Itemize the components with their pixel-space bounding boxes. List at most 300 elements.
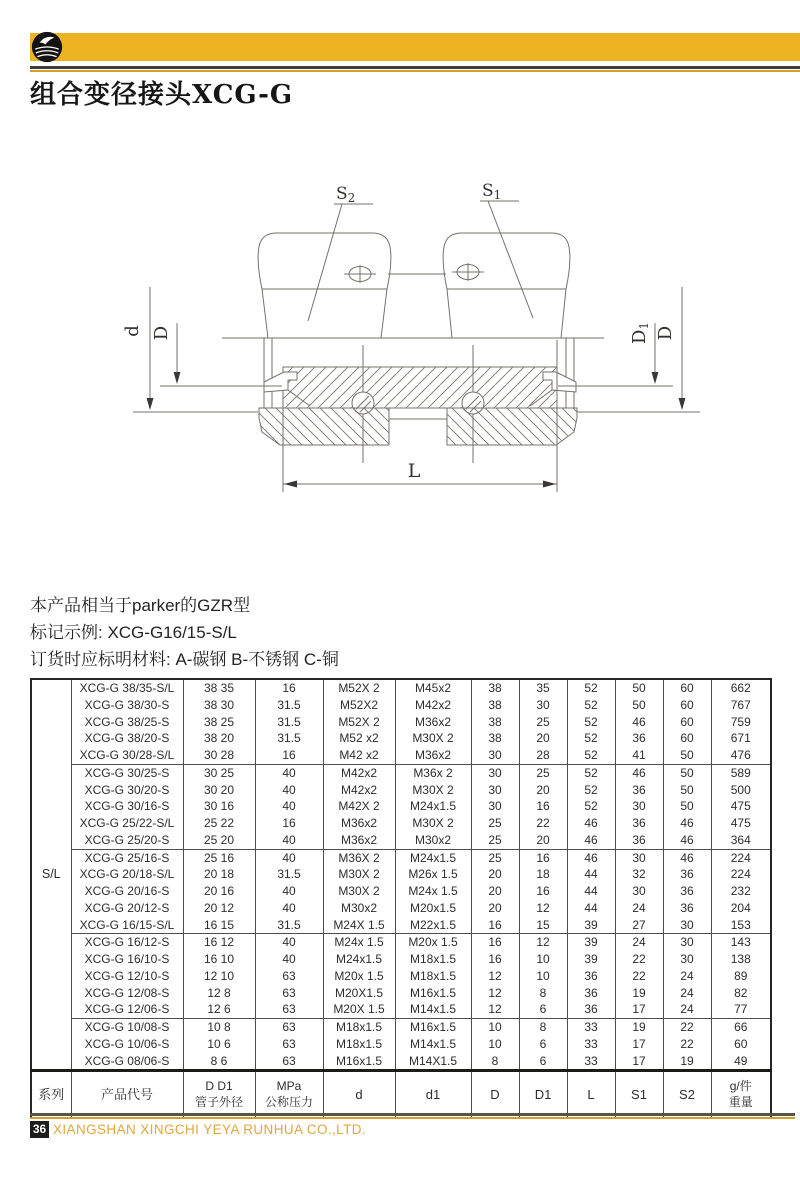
table-cell: 40 — [255, 849, 323, 866]
table-cell: M18x1.5 — [395, 968, 471, 985]
table-cell: 20 — [471, 883, 519, 900]
table-row — [31, 934, 771, 951]
table-cell: 16 — [519, 883, 567, 900]
table-cell: M16x1.5 — [395, 985, 471, 1002]
table-cell: 52 — [567, 747, 615, 764]
header-product-code: 产品代号 — [71, 1071, 183, 1119]
series-cell: S/L — [31, 679, 71, 1071]
table-cell: XCG-G 38/35-S/L — [71, 679, 183, 697]
table-cell: 759 — [711, 714, 771, 731]
table-cell: M20x 1.5 — [395, 934, 471, 951]
table-cell: 30 — [471, 747, 519, 764]
table-cell: XCG-G 38/25-S — [71, 714, 183, 731]
table-cell: M18x1.5 — [395, 951, 471, 968]
table-cell: 10 — [471, 1036, 519, 1053]
table-cell: 10 8 — [183, 1019, 255, 1036]
table-row — [31, 1036, 771, 1053]
table-cell: M52X 2 — [323, 714, 395, 731]
table-cell: 16 — [255, 679, 323, 697]
table-cell: M36x 2 — [395, 764, 471, 781]
table-cell: 153 — [711, 917, 771, 934]
table-cell: 66 — [711, 1019, 771, 1036]
technical-drawing — [95, 162, 710, 507]
table-cell: 16 — [255, 815, 323, 832]
table-row — [31, 866, 771, 883]
table-cell: 17 — [615, 1036, 663, 1053]
table-cell: 28 — [519, 747, 567, 764]
table-cell: 50 — [663, 782, 711, 799]
company-logo-icon — [31, 31, 63, 63]
header-rule-dark — [30, 66, 800, 69]
table-cell: 30 — [615, 798, 663, 815]
table-cell: 63 — [255, 1036, 323, 1053]
footer-rule-gold — [30, 1117, 795, 1119]
table-row — [31, 883, 771, 900]
table-cell: M30X 2 — [395, 815, 471, 832]
table-row — [31, 679, 771, 697]
table-cell: XCG-G 16/12-S — [71, 934, 183, 951]
table-cell: 8 — [471, 1053, 519, 1071]
table-cell: 17 — [615, 1053, 663, 1071]
table-cell: 38 25 — [183, 714, 255, 731]
table-cell: 35 — [519, 679, 567, 697]
table-cell: 22 — [615, 968, 663, 985]
table-cell: 25 — [471, 832, 519, 849]
table-cell: XCG-G 25/22-S/L — [71, 815, 183, 832]
table-cell: 16 — [471, 917, 519, 934]
table-row — [31, 968, 771, 985]
table-cell: 500 — [711, 782, 771, 799]
header-D: D — [471, 1071, 519, 1119]
table-cell: M26x 1.5 — [395, 866, 471, 883]
label-L: L — [407, 460, 421, 482]
table-cell: 30 — [663, 951, 711, 968]
table-cell: 16 — [471, 951, 519, 968]
table-cell: 50 — [663, 798, 711, 815]
table-cell: 6 — [519, 1053, 567, 1071]
table-cell: 52 — [567, 714, 615, 731]
table-cell: 44 — [567, 866, 615, 883]
table-cell: 475 — [711, 815, 771, 832]
table-cell: 16 15 — [183, 917, 255, 934]
table-row — [31, 764, 771, 781]
table-cell: 6 — [519, 1036, 567, 1053]
table-cell: 10 — [471, 1019, 519, 1036]
table-cell: 12 — [471, 1001, 519, 1018]
table-cell: 25 16 — [183, 849, 255, 866]
table-cell: 60 — [663, 697, 711, 714]
table-cell: XCG-G 30/16-S — [71, 798, 183, 815]
table-cell: 476 — [711, 747, 771, 764]
table-cell: 20 18 — [183, 866, 255, 883]
table-cell: 22 — [615, 951, 663, 968]
table-row — [31, 730, 771, 747]
table-cell: 46 — [663, 849, 711, 866]
table-cell: 89 — [711, 968, 771, 985]
table-cell: 40 — [255, 782, 323, 799]
table-cell: 19 — [663, 1053, 711, 1071]
table-cell: 30 20 — [183, 782, 255, 799]
table-cell: 60 — [663, 714, 711, 731]
table-cell: 30 — [615, 849, 663, 866]
header-accent-bar — [30, 33, 800, 61]
table-cell: 36 — [663, 866, 711, 883]
label-D-left: D — [151, 325, 172, 341]
table-cell: M16x1.5 — [395, 1019, 471, 1036]
table-cell: 475 — [711, 798, 771, 815]
table-cell: XCG-G 38/30-S — [71, 697, 183, 714]
table-cell: M24x 1.5 — [395, 883, 471, 900]
table-cell: 52 — [567, 679, 615, 697]
table-cell: 143 — [711, 934, 771, 951]
table-cell: M36x2 — [323, 815, 395, 832]
table-cell: 10 — [519, 951, 567, 968]
table-cell: 24 — [663, 1001, 711, 1018]
table-cell: 25 — [519, 764, 567, 781]
table-cell: 30 — [471, 798, 519, 815]
table-cell: 12 — [519, 900, 567, 917]
header-rule-gold — [30, 70, 800, 72]
table-cell: 46 — [663, 815, 711, 832]
table-cell: 204 — [711, 900, 771, 917]
header-d1: d1 — [395, 1071, 471, 1119]
table-cell: XCG-G 20/18-S/L — [71, 866, 183, 883]
table-cell: 33 — [567, 1053, 615, 1071]
table-cell: 63 — [255, 1053, 323, 1071]
table-cell: 20 — [519, 832, 567, 849]
table-cell: 20 — [471, 866, 519, 883]
table-cell: XCG-G 08/06-S — [71, 1053, 183, 1071]
table-row — [31, 697, 771, 714]
table-cell: 767 — [711, 697, 771, 714]
table-cell: 20 — [471, 900, 519, 917]
table-cell: 38 — [471, 730, 519, 747]
table-cell: 20 12 — [183, 900, 255, 917]
table-cell: 12 10 — [183, 968, 255, 985]
table-cell: 46 — [615, 764, 663, 781]
table-cell: 38 — [471, 714, 519, 731]
table-cell: 12 — [471, 968, 519, 985]
table-row — [31, 714, 771, 731]
table-cell: 36 — [615, 730, 663, 747]
page-title: 组合变径接头XCG-G — [30, 80, 294, 110]
table-cell: XCG-G 20/16-S — [71, 883, 183, 900]
table-cell: 25 22 — [183, 815, 255, 832]
table-cell: 10 6 — [183, 1036, 255, 1053]
company-name: XIANGSHAN XINGCHI YEYA RUNHUA CO.,LTD. — [53, 1122, 367, 1137]
table-cell: 36 — [663, 900, 711, 917]
table-cell: 30 25 — [183, 764, 255, 781]
table-cell: 12 8 — [183, 985, 255, 1002]
table-cell: 24 — [615, 900, 663, 917]
table-cell: 50 — [615, 697, 663, 714]
table-cell: 63 — [255, 968, 323, 985]
header-weight: g/件 重量 — [711, 1071, 771, 1119]
table-cell: 18 — [519, 866, 567, 883]
table-cell: 671 — [711, 730, 771, 747]
table-cell: M52X2 — [323, 697, 395, 714]
table-cell: 16 — [471, 934, 519, 951]
table-cell: 30 16 — [183, 798, 255, 815]
table-cell: 77 — [711, 1001, 771, 1018]
table-cell: 50 — [615, 679, 663, 697]
header-S2: S2 — [663, 1071, 711, 1119]
table-cell: 40 — [255, 764, 323, 781]
table-cell: 46 — [567, 849, 615, 866]
table-cell: M18x1.5 — [323, 1036, 395, 1053]
table-cell: 25 20 — [183, 832, 255, 849]
table-cell: 63 — [255, 1001, 323, 1018]
table-cell: M30x2 — [323, 900, 395, 917]
table-cell: 25 — [471, 815, 519, 832]
table-cell: M30x2 — [395, 832, 471, 849]
table-cell: XCG-G 25/16-S — [71, 849, 183, 866]
table-cell: 24 — [663, 985, 711, 1002]
note-line-3: 订货时应标明材料: A-碳钢 B-不锈钢 C-铜 — [30, 650, 339, 669]
label-D-right: D — [655, 325, 676, 341]
table-cell: XCG-G 30/20-S — [71, 782, 183, 799]
table-cell: M36x2 — [395, 714, 471, 731]
table-cell: 44 — [567, 900, 615, 917]
table-cell: 24 — [663, 968, 711, 985]
table-cell: M42x2 — [323, 764, 395, 781]
table-cell: 52 — [567, 798, 615, 815]
table-row — [31, 1019, 771, 1036]
header-pressure: MPa 公称压力 — [255, 1071, 323, 1119]
table-cell: 12 — [519, 934, 567, 951]
table-cell: 30 28 — [183, 747, 255, 764]
table-cell: 49 — [711, 1053, 771, 1071]
footer-rule-dark — [30, 1113, 795, 1116]
table-cell: 40 — [255, 951, 323, 968]
table-cell: 60 — [711, 1036, 771, 1053]
table-cell: XCG-G 16/15-S/L — [71, 917, 183, 934]
table-cell: 22 — [663, 1036, 711, 1053]
table-cell: XCG-G 30/25-S — [71, 764, 183, 781]
table-cell: 589 — [711, 764, 771, 781]
table-cell: 46 — [567, 815, 615, 832]
table-cell: 22 — [519, 815, 567, 832]
table-cell: 39 — [567, 934, 615, 951]
table-cell: 46 — [567, 832, 615, 849]
table-row — [31, 917, 771, 934]
table-row — [31, 782, 771, 799]
table-cell: 20 16 — [183, 883, 255, 900]
table-cell: 31.5 — [255, 730, 323, 747]
table-cell: M30X 2 — [395, 782, 471, 799]
table-cell: M14X1.5 — [395, 1053, 471, 1071]
table-cell: M52X 2 — [323, 679, 395, 697]
table-cell: 38 — [471, 697, 519, 714]
table-cell: 30 — [519, 697, 567, 714]
table-cell: M24x1.5 — [323, 951, 395, 968]
table-cell: 52 — [567, 782, 615, 799]
page-number: 36 — [30, 1121, 49, 1138]
table-cell: 40 — [255, 883, 323, 900]
table-cell: 16 — [519, 798, 567, 815]
table-cell: 30 — [471, 764, 519, 781]
table-cell: 16 10 — [183, 951, 255, 968]
table-cell: 8 6 — [183, 1053, 255, 1071]
table-cell: 36 — [615, 782, 663, 799]
table-header-row — [31, 1071, 771, 1119]
table-row — [31, 849, 771, 866]
table-cell: 25 — [471, 849, 519, 866]
table-cell: 30 — [615, 883, 663, 900]
table-cell: 50 — [663, 764, 711, 781]
table-cell: 19 — [615, 985, 663, 1002]
table-cell: 40 — [255, 900, 323, 917]
table-cell: 60 — [663, 730, 711, 747]
table-cell: M42X 2 — [323, 798, 395, 815]
spec-table — [30, 678, 772, 1119]
table-cell: 27 — [615, 917, 663, 934]
label-d-left: d — [122, 325, 143, 337]
table-row — [31, 985, 771, 1002]
table-cell: 46 — [663, 832, 711, 849]
table-cell: M36X 2 — [323, 849, 395, 866]
table-cell: M24x1.5 — [395, 798, 471, 815]
table-cell: 63 — [255, 1019, 323, 1036]
table-cell: 232 — [711, 883, 771, 900]
table-cell: M20X 1.5 — [323, 1001, 395, 1018]
note-line-1: 本产品相当于parker的GZR型 — [30, 596, 251, 615]
table-cell: XCG-G 12/06-S — [71, 1001, 183, 1018]
table-cell: M24X 1.5 — [323, 917, 395, 934]
table-cell: M30X 2 — [395, 730, 471, 747]
table-cell: 36 — [567, 968, 615, 985]
header-d: d — [323, 1071, 395, 1119]
header-D1: D1 — [519, 1071, 567, 1119]
table-cell: 31.5 — [255, 917, 323, 934]
table-cell: 15 — [519, 917, 567, 934]
table-cell: 60 — [663, 679, 711, 697]
table-cell: 25 — [519, 714, 567, 731]
table-cell: XCG-G 10/06-S — [71, 1036, 183, 1053]
table-cell: M20x1.5 — [395, 900, 471, 917]
table-cell: 30 — [663, 934, 711, 951]
table-cell: 38 30 — [183, 697, 255, 714]
table-cell: M52 x2 — [323, 730, 395, 747]
table-cell: 63 — [255, 985, 323, 1002]
table-row — [31, 1053, 771, 1071]
table-row — [31, 951, 771, 968]
table-cell: XCG-G 16/10-S — [71, 951, 183, 968]
table-cell: 44 — [567, 883, 615, 900]
table-cell: M30X 2 — [323, 883, 395, 900]
table-cell: M14x1.5 — [395, 1001, 471, 1018]
table-cell: 39 — [567, 917, 615, 934]
table-cell: M45x2 — [395, 679, 471, 697]
table-cell: 19 — [615, 1019, 663, 1036]
table-cell: 16 12 — [183, 934, 255, 951]
table-cell: 46 — [615, 714, 663, 731]
table-cell: 52 — [567, 697, 615, 714]
table-cell: 31.5 — [255, 697, 323, 714]
table-cell: M16x1.5 — [323, 1053, 395, 1071]
table-cell: 10 — [519, 968, 567, 985]
table-cell: 16 — [519, 849, 567, 866]
table-row — [31, 798, 771, 815]
table-cell: 40 — [255, 832, 323, 849]
table-cell: 52 — [567, 764, 615, 781]
table-cell: M42x2 — [323, 782, 395, 799]
table-cell: M22x1.5 — [395, 917, 471, 934]
table-cell: 31.5 — [255, 714, 323, 731]
label-D1-right: D1 — [629, 321, 651, 345]
table-cell: 12 6 — [183, 1001, 255, 1018]
table-cell: 20 — [519, 730, 567, 747]
table-cell: 16 — [255, 747, 323, 764]
table-cell: M24x 1.5 — [323, 934, 395, 951]
label-s1: S1 — [482, 181, 502, 202]
notes-block — [30, 592, 339, 673]
table-cell: 38 20 — [183, 730, 255, 747]
table-cell: XCG-G 20/12-S — [71, 900, 183, 917]
table-cell: 38 35 — [183, 679, 255, 697]
table-row — [31, 1001, 771, 1018]
table-cell: 38 — [471, 679, 519, 697]
table-cell: 138 — [711, 951, 771, 968]
label-s2: S2 — [336, 184, 356, 205]
header-L: L — [567, 1071, 615, 1119]
table-cell: XCG-G 12/08-S — [71, 985, 183, 1002]
table-cell: XCG-G 38/20-S — [71, 730, 183, 747]
table-cell: 52 — [567, 730, 615, 747]
table-cell: 364 — [711, 832, 771, 849]
table-cell: 17 — [615, 1001, 663, 1018]
table-cell: 6 — [519, 1001, 567, 1018]
table-cell: 36 — [615, 815, 663, 832]
table-cell: 224 — [711, 866, 771, 883]
table-cell: 33 — [567, 1036, 615, 1053]
table-cell: 40 — [255, 934, 323, 951]
header-series: 系列 — [31, 1071, 71, 1119]
table-cell: 224 — [711, 849, 771, 866]
table-cell: M36x2 — [395, 747, 471, 764]
table-cell: M20X1.5 — [323, 985, 395, 1002]
table-cell: 36 — [615, 832, 663, 849]
table-cell: 50 — [663, 747, 711, 764]
table-cell: M30X 2 — [323, 866, 395, 883]
table-cell: M18x1.5 — [323, 1019, 395, 1036]
table-row — [31, 747, 771, 764]
table-row — [31, 900, 771, 917]
table-cell: 40 — [255, 798, 323, 815]
table-cell: M42 x2 — [323, 747, 395, 764]
table-cell: M24x1.5 — [395, 849, 471, 866]
table-cell: XCG-G 10/08-S — [71, 1019, 183, 1036]
table-cell: 30 — [663, 917, 711, 934]
table-cell: 30 — [471, 782, 519, 799]
table-cell: 33 — [567, 1019, 615, 1036]
table-row — [31, 832, 771, 849]
table-cell: 31.5 — [255, 866, 323, 883]
table-cell: 36 — [567, 985, 615, 1002]
header-S1: S1 — [615, 1071, 663, 1119]
table-cell: 22 — [663, 1019, 711, 1036]
table-cell: 12 — [471, 985, 519, 1002]
table-cell: 82 — [711, 985, 771, 1002]
table-cell: 662 — [711, 679, 771, 697]
table-cell: M42x2 — [395, 697, 471, 714]
table-cell: M36x2 — [323, 832, 395, 849]
table-cell: XCG-G 12/10-S — [71, 968, 183, 985]
table-cell: M14x1.5 — [395, 1036, 471, 1053]
table-cell: 36 — [567, 1001, 615, 1018]
table-cell: 32 — [615, 866, 663, 883]
table-cell: 8 — [519, 1019, 567, 1036]
